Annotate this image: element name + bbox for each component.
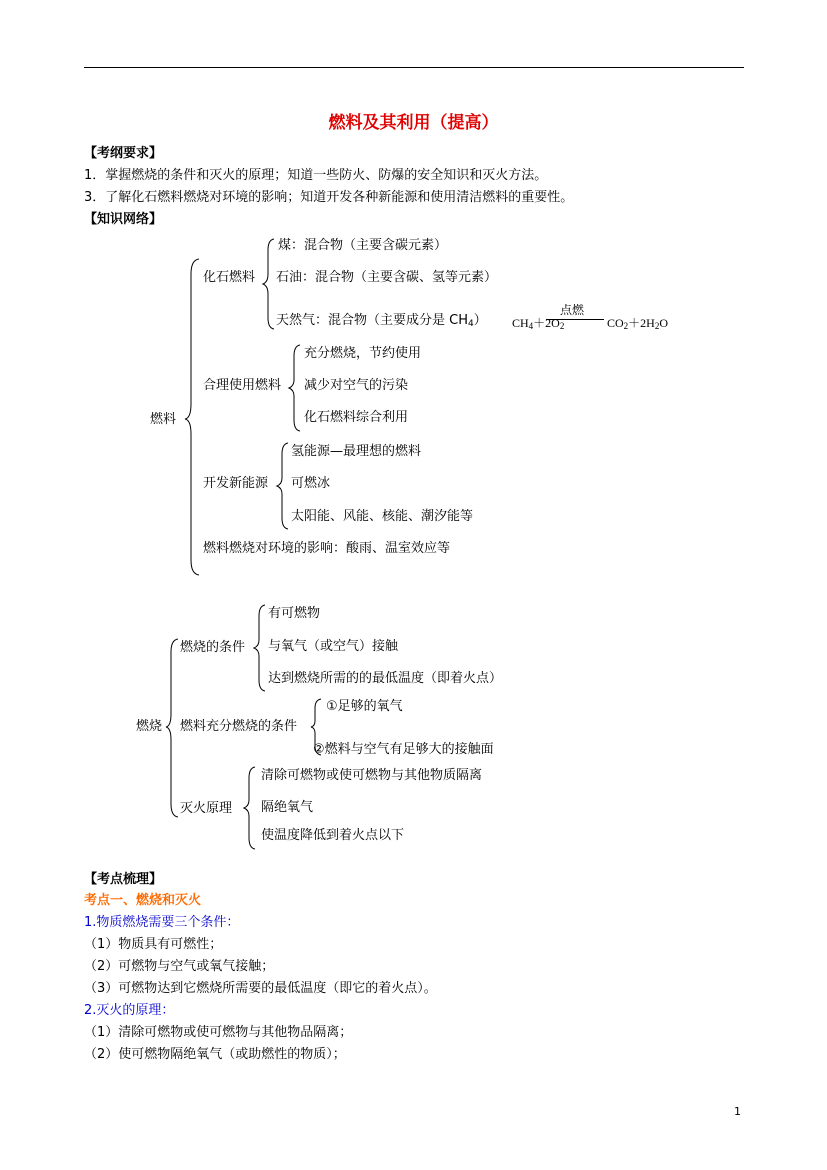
natural-gas-item: 天然气：混合物（主要成分是 $CH_4$） — [276, 313, 487, 329]
subsection-title: 2.灭火的原理： — [84, 1003, 175, 1018]
coal-item: 煤：混合物（主要含碳元素） — [278, 238, 448, 253]
rational-use-item: 化石燃料综合利用 — [304, 410, 409, 425]
new-energy-item: 氢能源—最理想的燃料 — [291, 444, 422, 459]
methane-combustion-equation: $CH_4+2O_2$ — [512, 316, 565, 331]
subsection-title: 1.物质燃烧需要三个条件： — [84, 915, 240, 930]
fossil-fuel-label: 化石燃料 — [203, 270, 256, 285]
new-energy-item: 可燃冰 — [291, 476, 331, 491]
list-item: （2）可燃物与空气或氧气接触； — [84, 959, 275, 974]
new-energy-brace — [276, 442, 292, 530]
points-heading: 【考点梳理】 — [84, 872, 163, 887]
extinguish-brace — [243, 766, 259, 850]
new-energy-label: 开发新能源 — [203, 476, 269, 491]
equation-products: $CO_2+2H_2O$ — [607, 316, 669, 331]
extinguish-label: 灭火原理 — [180, 801, 233, 816]
oil-item: 石油：混合物（主要含碳、氢等元素） — [276, 270, 498, 285]
fuel-root-brace — [183, 258, 203, 576]
extinguish-item: 使温度降低到着火点以下 — [261, 828, 405, 843]
rational-use-item: 充分燃烧，节约使用 — [304, 346, 422, 361]
point-one-heading: 考点一、燃烧和灭火 — [84, 893, 202, 908]
full-combustion-item: ②燃料与空气有足够大的接触面 — [313, 742, 494, 757]
page-number: 1 — [734, 1105, 741, 1118]
header-rule — [84, 67, 744, 68]
full-combustion-label: 燃料充分燃烧的条件 — [180, 719, 298, 734]
combustion-root-label: 燃烧 — [136, 719, 163, 734]
new-energy-item: 太阳能、风能、核能、潮汐能等 — [291, 509, 474, 524]
list-item: （1）物质具有可燃性； — [84, 937, 223, 952]
rational-use-item: 减少对空气的污染 — [304, 378, 409, 393]
network-heading: 【知识网络】 — [84, 212, 163, 227]
list-item: （3）可燃物达到它燃烧所需要的最低温度（即它的着火点）。 — [84, 981, 437, 996]
requirement-item: 1．掌握燃烧的条件和灭火的原理；知道一些防火、防爆的安全知识和灭火方法。 — [84, 168, 548, 183]
list-item: （1）清除可燃物或使可燃物与其他物品隔离； — [84, 1025, 353, 1040]
reaction-condition: 点燃 — [560, 303, 585, 317]
environment-impact: 燃料燃烧对环境的影响：酸雨、温室效应等 — [203, 541, 451, 556]
rational-use-label: 合理使用燃料 — [203, 378, 282, 393]
page-title: 燃料及其利用（提高） — [328, 113, 499, 133]
requirements-heading: 【考纲要求】 — [84, 146, 163, 161]
condition-item: 有可燃物 — [268, 606, 321, 621]
combustion-conditions-label: 燃烧的条件 — [180, 640, 246, 655]
conditions-brace — [253, 604, 269, 692]
extinguish-item: 隔绝氧气 — [261, 800, 314, 815]
fuel-root-label: 燃料 — [150, 412, 177, 427]
requirement-item: 3．了解化石燃料燃烧对环境的影响；知道开发各种新能源和使用清洁燃料的重要性。 — [84, 190, 574, 205]
full-combustion-item: ①足够的氧气 — [326, 699, 403, 714]
rational-use-brace — [288, 344, 304, 432]
list-item: （2）使可燃物隔绝氧气（或助燃性的物质）； — [84, 1047, 346, 1062]
condition-item: 达到燃烧所需的的最低温度（即着火点） — [268, 671, 503, 686]
extinguish-item: 清除可燃物或使可燃物与其他物质隔离 — [261, 768, 483, 783]
condition-item: 与氧气（或空气）接触 — [268, 639, 399, 654]
reaction-arrow — [546, 319, 604, 320]
